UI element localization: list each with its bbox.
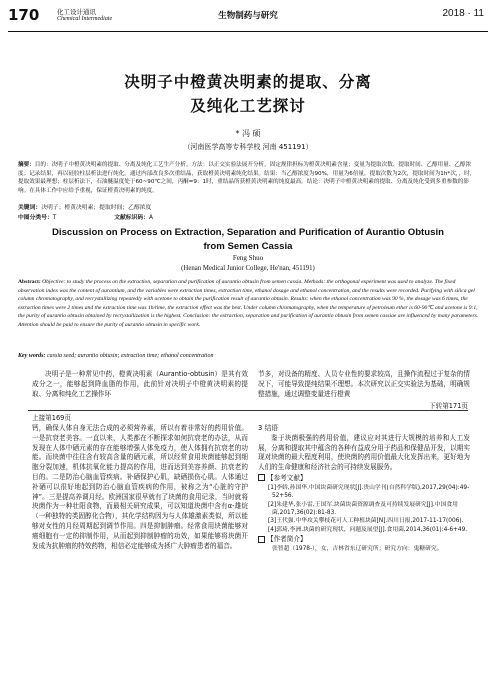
reference-item: [4]郭琦,李洲.块菌的研究现状、问题及展望[J].食用菌,2014,36(01):4-6+49. [268,526,468,533]
title-en-line-2: from Semen Cassia [203,241,293,252]
clc-label: 中图分类号： [18,215,53,221]
keywords-en-label: Key words: [18,353,46,359]
author-en: Feng Shuo [232,254,264,262]
abstract-en-label: Abstract: [18,279,41,285]
header-rule [8,31,488,32]
doc-code-label: 文献标识码： [114,215,149,221]
affiliation-en: (Henan Medical Junior College, He'nan, 451191) [181,265,315,272]
keywords-cn-label: 关键词： [18,205,42,211]
keywords-cn-text: 决明子；橙黄决明素；提取时间；乙醇浓度 [41,205,152,211]
page-number: 170 [8,6,40,24]
abstract-cn-text: 目的：决明子中橙黄决明素的提取、分离及纯化工艺生产分析。方法：以正交实验法展开分析，固定规律担标为橙黄决明素含量；变量为提取次数、提取时间、乙醇用量、乙醇浓度；记录结果，再以硅胶柱层析法进行纯化。通过内部改良多次重结晶，获取橙黄决明素纯化结果。结果：当乙醇浓度为90%，用量为6倍量，提取次数为2次，提取时间为1h*次，，时，提取效果最理想；柱层析法下，石油醚温度处于60~90℃之间，丙酮=9：1时，重结晶所获橙黄决明素的纯度最高。结论：决明子中橙黄决明素的提取、分离及纯化受到多重参数的影响。在具体工作中应给予重视，保证橙黄决明素的纯度。 [18,162,476,194]
classification-cn [18,212,480,221]
continued-to-note: 下转第171页 [429,402,468,410]
author-bio: 张智超（1978-），女，吉林省东辽研究所；研究方向：鬼糖研究。 [272,546,443,553]
clc-value: T [52,215,57,221]
title-cn-line-1: 决明子中橙黄决明素的提取、分离 [124,73,372,91]
lower-left-column: 钙，确保人体自身无法合成的必须营养素，所以有着非常好的药用价值。一是抗衰老美容。一直以来，人类都在不断探求如何抗衰老的办法，从而发现在人体中硒元素的存在能够增强人体免疫力，使人体拥有抗衰老的功能。而块菌中往往含有较高含量的硒元素，所以经常食用块菌能够起到细胞分裂加速，机体抗氧化能力提高的作用，进而达到美容养颜、抗衰老的目的。二是防治心脑血管疾病。补硒保护心肌，缺硒损伤心肌。人体通过补硒可以很好地起到防治心脑血管疾病的作用，被称之为“心脏的守护神”。三是提高养调月经。欧洲国家很早就有了块菌的食用记录，当时就将块菌作为一种壮阳食物，而最相关研究成果，可以知道块菌中含有α-雄烷（一种独特的类固醇化合物），其化学结构因为与人体雄激素类似，所以能够对女性的月经周期起到调节作用。四是抑制肿瘤。经常食用块菌能够对癌细胞有一定的抑制作用，从而起到抑制肿瘤的功效，如果能够将块菌开发成为抗肿瘤的特效药物，相信必定能够成为拯广大肿瘤患者的福音。 [32,424,248,550]
affiliation-cn: （河南医学高等专科学校 河南 451191） [183,143,313,151]
lower-right-column [258,424,470,553]
keywords-cn [18,202,480,211]
abstract-en-text: Objective: to study the process on the extraction, separation and purification of aurantio obtusin from semen cassia. Methods: the orthogonal experiment was used to analyze. The fixed observation index was the content of aurantium, and the variables were extraction times, extraction time, ethanol dosage and ethanol concentration, and the results were recorded. Purifying with silica gel column chromatography, and recrystallizing repeatedly with acetone to obtain the purification result of aurantio obtusin. Results: when the ethanol concentration was 90 %, the dosage was 6 times, the extraction times were 2 times and the extraction time was 1h/time, the extraction effect was the best. Under column chromatography, when the temperature of petroleum ether is 60-90℃ and acetone is 9:1, the purity of aurantio obtusin obtained by recrystallization is the highest. Conclusion: the extraction, separation and purification of aurantio obtusin from semen cassiae are influenced by many parameters. Attention should be paid to ensure the purity of aurantio obtusin in specific work. [18,279,479,328]
conclusion-text: 鉴于块菌极强的药用价值，建议应对其进行大规模的培养和人工发展，分离和提取其中蕴含的各种有益成分用于药品和保健品开发，以期实现对块菌的最大程度利用，使块菌的药用价值最大化发挥出来，更好地为人们的生命健康和经济社会的可持续发展服务。 [258,433,470,472]
square-bullet-icon [258,474,265,481]
title-en-line-1: Discussion on Process on Extraction, Separation and Purification of Aurantio Obtusin [52,227,444,238]
journal-name-cn: 化工设计通讯 [57,8,96,16]
author-cn: * 冯 硕 [235,129,261,138]
article-divider [28,410,468,411]
references-heading: 【参考文献】 [258,474,470,484]
conclusion-heading: 3 结语 [258,424,279,432]
reference-item: [2]朱建华,张小雷,王国军.块菌块菌资源调查及可持续发展研究[J].中国食用菌,2017,36(02):81-83. [268,501,458,516]
keywords-en-text: cassia seed; aurantio obtusin; extraction time; ethanol concentration [47,353,214,359]
page-header [0,0,496,40]
continued-from-note: 上接第169页 [32,414,71,422]
doc-code-value: A [148,215,153,221]
reference-item: [3]王代强.中华攻关攀枝花可人工种植块菌[N].四川日报,2017-11-17(006). [268,518,464,525]
author-bio-heading: 【作者简介】 [258,535,470,545]
reference-item: [1]李娇,孙国华.中国块菌研究现状[J].贵山学刊(自然科学版),2017,29(04):49-52+56. [268,484,470,500]
abstract-cn-label: 摘要： [18,162,35,168]
journal-section: 生物制药与研究 [218,11,278,21]
keywords-en [18,353,480,359]
journal-name-en: Chemical Intermediate [57,16,113,22]
title-cn-line-2: 及纯化工艺探讨 [190,97,306,115]
square-bullet-icon [258,536,265,543]
intro-right-column: 节多，对设备的精度、人员专业性的要求较高，且操作流程过于复杂的情况下，可能导致提纯结果不理想。本次研究以正交实验法为基础，明确规整措施，通过调整变量进行橙黄 [258,370,470,398]
abstract-cn [18,161,480,195]
intro-left-column: 决明子是一种常见中药，橙黄决明素（Aurantio-obtusin）是其有效成分之一，能够起到降血脂的作用，此前针对决明子中橙黄决明素的提取、分离和纯化工艺操作环 [32,370,248,398]
issue-number: 2018 · 11 [442,8,484,19]
abstract-en [18,278,480,329]
